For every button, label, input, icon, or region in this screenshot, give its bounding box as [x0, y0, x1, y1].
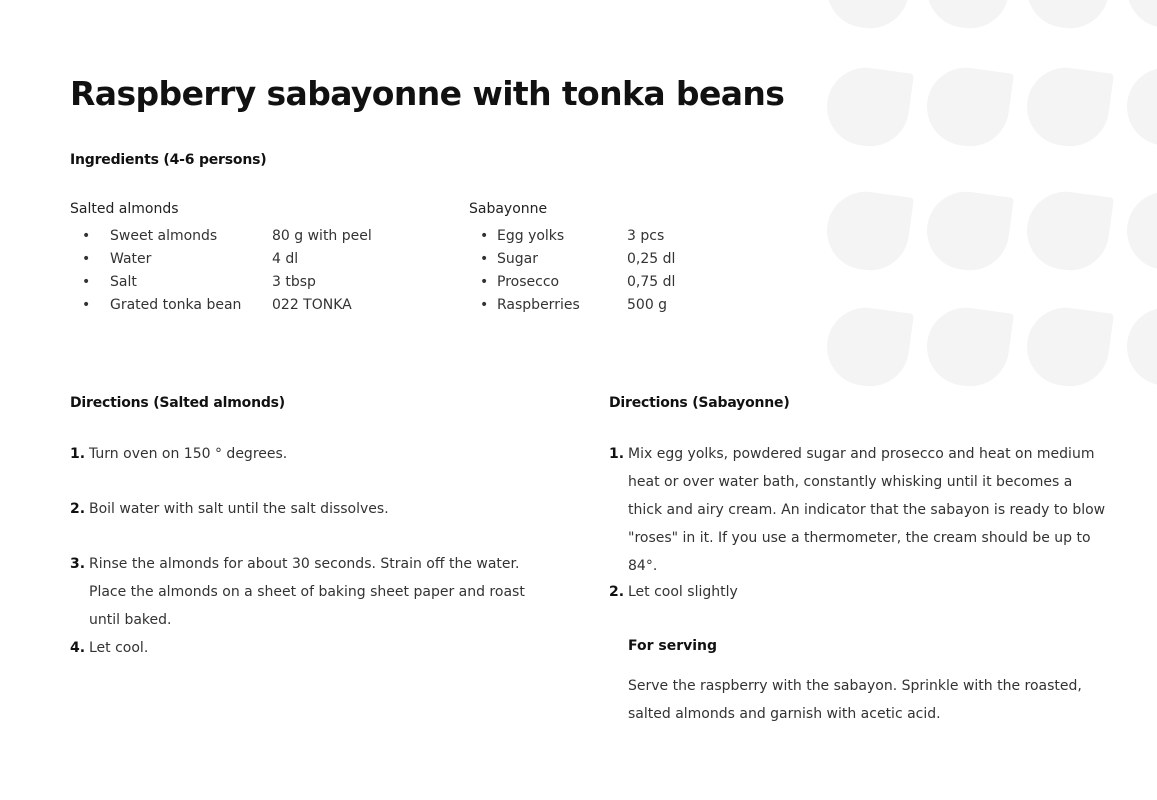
ingredient-name: Prosecco — [497, 274, 560, 290]
directions-sabayonne-heading: Directions (Sabayonne) — [609, 395, 790, 411]
drop-shape — [1022, 187, 1114, 276]
drop-shape — [1122, 187, 1157, 276]
step-item — [70, 634, 560, 662]
drop-shape — [1022, 303, 1114, 392]
drop-shape — [827, 63, 914, 152]
sabayonne-list — [480, 225, 740, 317]
step-text: Boil water with salt until the salt dissolves. — [89, 501, 389, 517]
step-number: 1. — [70, 446, 86, 462]
drop-shape — [922, 63, 1014, 152]
ingredient-qty: 3 tbsp — [272, 274, 316, 290]
ingredient-name: Sweet almonds — [110, 228, 218, 244]
step-item — [609, 440, 1109, 580]
drop-shape — [827, 303, 914, 392]
list-item: • Sweet almonds 80 g with peel — [82, 225, 412, 248]
step-item — [70, 495, 560, 523]
salted-almonds-list — [82, 225, 412, 317]
drop-shape — [827, 0, 914, 33]
drop-shape — [922, 0, 1014, 33]
ingredient-qty: 80 g with peel — [272, 228, 372, 244]
step-item — [609, 578, 1109, 606]
ingredient-name: Raspberries — [497, 297, 580, 313]
list-item: • Grated tonka bean 022 TONKA — [82, 294, 412, 317]
list-item: • Salt 3 tbsp — [82, 271, 412, 294]
ingredients-heading: Ingredients (4-6 persons) — [70, 152, 267, 168]
list-item: • Water 4 dl — [82, 248, 412, 271]
step-text: Mix egg yolks, powdered sugar and prosecco and heat on medium heat or over water bath, constantly whisking until it becomes a thick and airy cream. An indicator that the sabayon is ready to blow "roses" in it. If you use a thermometer, the cream should be up to 84°. — [628, 446, 1106, 574]
ingredient-name: Salt — [110, 274, 137, 290]
ingredient-qty: 4 dl — [272, 251, 299, 267]
list-item: • Prosecco 0,75 dl — [480, 271, 740, 294]
drop-shape — [1122, 303, 1157, 392]
ingredient-qty: 500 g — [627, 297, 668, 313]
serving-text: Serve the raspberry with the sabayon. Sprinkle with the roasted, salted almonds and garnish with acetic acid. — [628, 678, 1082, 722]
drop-shape — [1122, 63, 1157, 152]
page-title: Raspberry sabayonne with tonka beans — [70, 74, 785, 113]
step-text: Turn oven on 150 ° degrees. — [89, 446, 288, 462]
ingredient-name: Grated tonka bean — [110, 297, 242, 313]
list-item: • Sugar 0,25 dl — [480, 248, 740, 271]
step-number: 2. — [70, 501, 86, 517]
drop-shape — [1122, 0, 1157, 33]
drop-shape — [1022, 0, 1114, 33]
step-text: Rinse the almonds for about 30 seconds. Strain off the water. Place the almonds on a sheet of baking sheet paper and roast until baked. — [89, 556, 525, 628]
step-number: 2. — [609, 584, 625, 600]
drop-shape — [922, 303, 1014, 392]
directions-almonds-heading: Directions (Salted almonds) — [70, 395, 285, 411]
drop-shape — [922, 187, 1014, 276]
salted-almonds-heading: Salted almonds — [70, 201, 179, 217]
drop-shape — [827, 187, 914, 276]
ingredient-name: Water — [110, 251, 152, 267]
ingredient-name: Sugar — [497, 251, 538, 267]
decorative-drop-pattern — [827, 0, 1157, 400]
step-item — [70, 440, 560, 468]
step-item — [70, 550, 560, 634]
list-item: • Raspberries 500 g — [480, 294, 740, 317]
ingredient-qty: 022 TONKA — [272, 297, 352, 313]
list-item: • Egg yolks 3 pcs — [480, 225, 740, 248]
serving-heading: For serving — [628, 638, 718, 654]
sabayonne-heading: Sabayonne — [469, 201, 548, 217]
step-number: 4. — [70, 640, 86, 656]
ingredient-qty: 0,75 dl — [627, 274, 676, 290]
drop-shape — [1022, 63, 1114, 152]
step-text: Let cool slightly — [628, 584, 738, 600]
ingredient-qty: 0,25 dl — [627, 251, 676, 267]
step-number: 3. — [70, 556, 86, 572]
step-number: 1. — [609, 446, 625, 462]
ingredient-name: Egg yolks — [497, 228, 565, 244]
step-text: Let cool. — [89, 640, 149, 656]
ingredient-qty: 3 pcs — [627, 228, 665, 244]
